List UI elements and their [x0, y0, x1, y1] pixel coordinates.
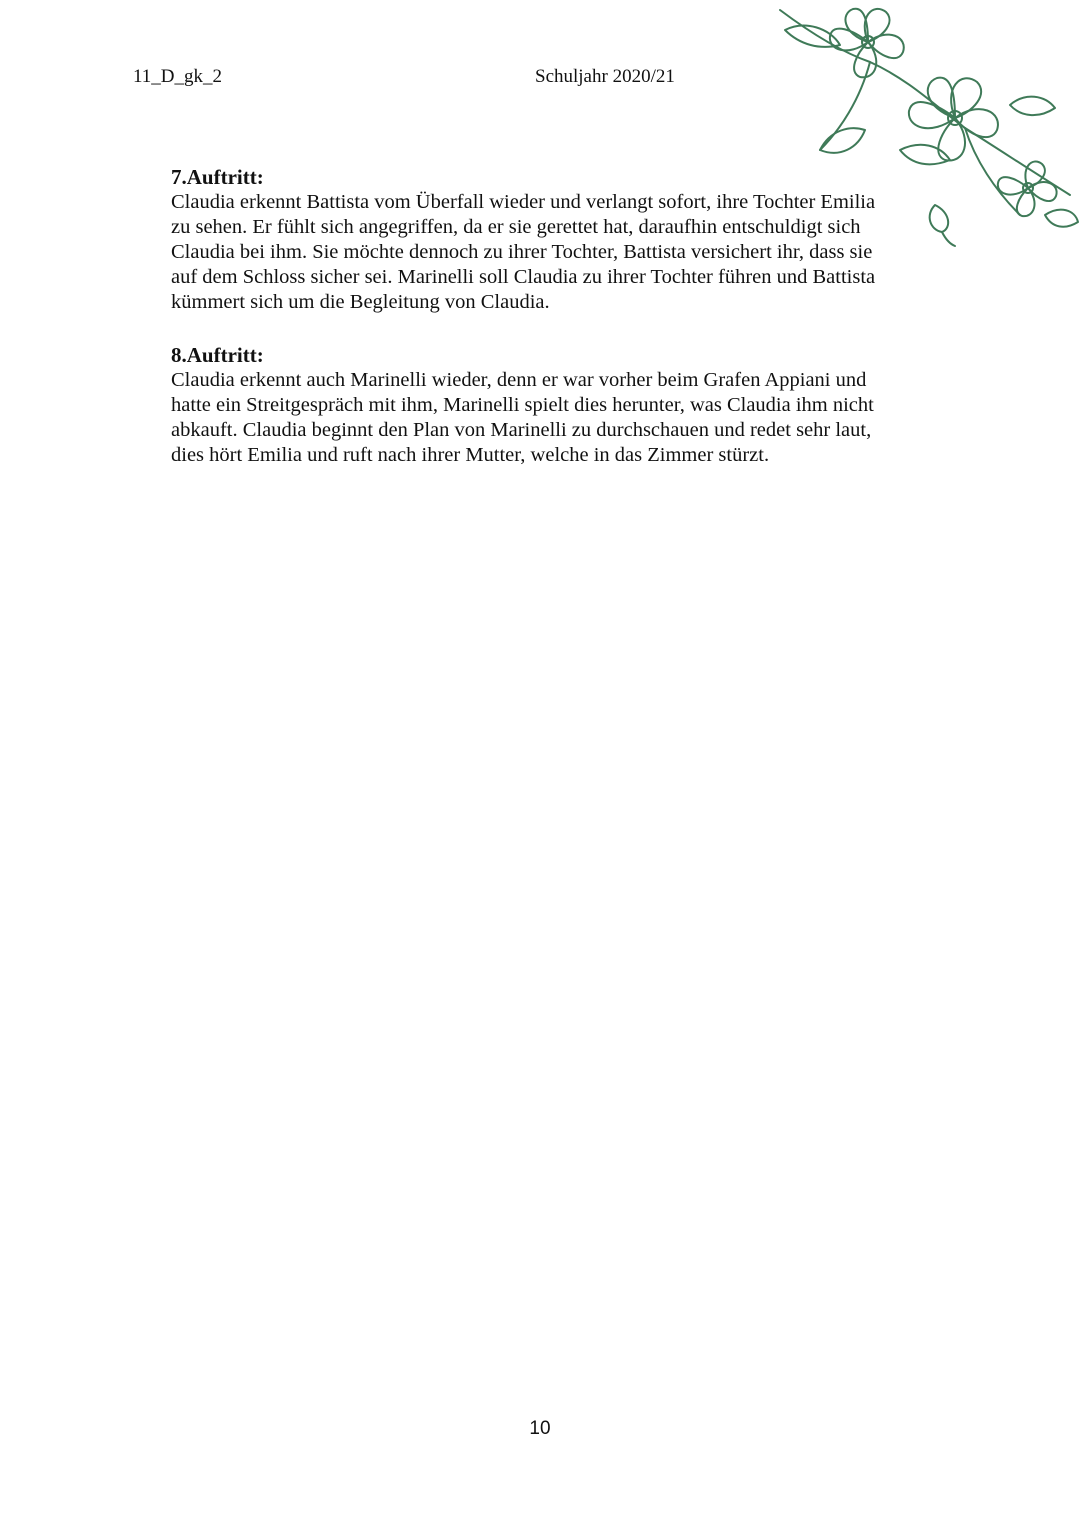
section-body	[171, 190, 931, 315]
text-line: Claudia erkennt Battista vom Überfall wieder und verlangt sofort, ihre Tochter Emilia	[171, 191, 876, 213]
section-body	[171, 368, 931, 468]
section-title: 7.Auftritt:	[171, 165, 264, 189]
section-8	[171, 343, 931, 468]
text-line: kümmert sich um die Begleitung von Claudia.	[171, 291, 550, 313]
text-line: Claudia bei ihm. Sie möchte dennoch zu ihrer Tochter, Battista versichert ihr, dass sie	[171, 241, 873, 263]
school-year: Schuljahr 2020/21	[535, 66, 675, 87]
section-7	[171, 165, 931, 315]
text-line: hatte ein Streitgespräch mit ihm, Marinelli spielt dies herunter, was Claudia ihm nicht	[171, 394, 874, 416]
page-number: 10	[529, 1418, 551, 1439]
section-title: 8.Auftritt:	[171, 343, 264, 367]
text-line: auf dem Schloss sicher sei. Marinelli soll Claudia zu ihrer Tochter führen und Battista	[171, 266, 876, 288]
text-line: zu sehen. Er fühlt sich angegriffen, da er sie gerettet hat, daraufhin entschuldigt sich	[171, 216, 861, 238]
text-line: dies hört Emilia und ruft nach ihrer Mutter, welche in das Zimmer stürzt.	[171, 444, 770, 466]
document-content	[171, 165, 931, 496]
text-line: Claudia erkennt auch Marinelli wieder, denn er war vorher beim Grafen Appiani und	[171, 369, 867, 391]
text-line: abkauft. Claudia beginnt den Plan von Marinelli zu durchschauen und redet sehr laut,	[171, 419, 872, 441]
course-code: 11_D_gk_2	[133, 66, 223, 87]
